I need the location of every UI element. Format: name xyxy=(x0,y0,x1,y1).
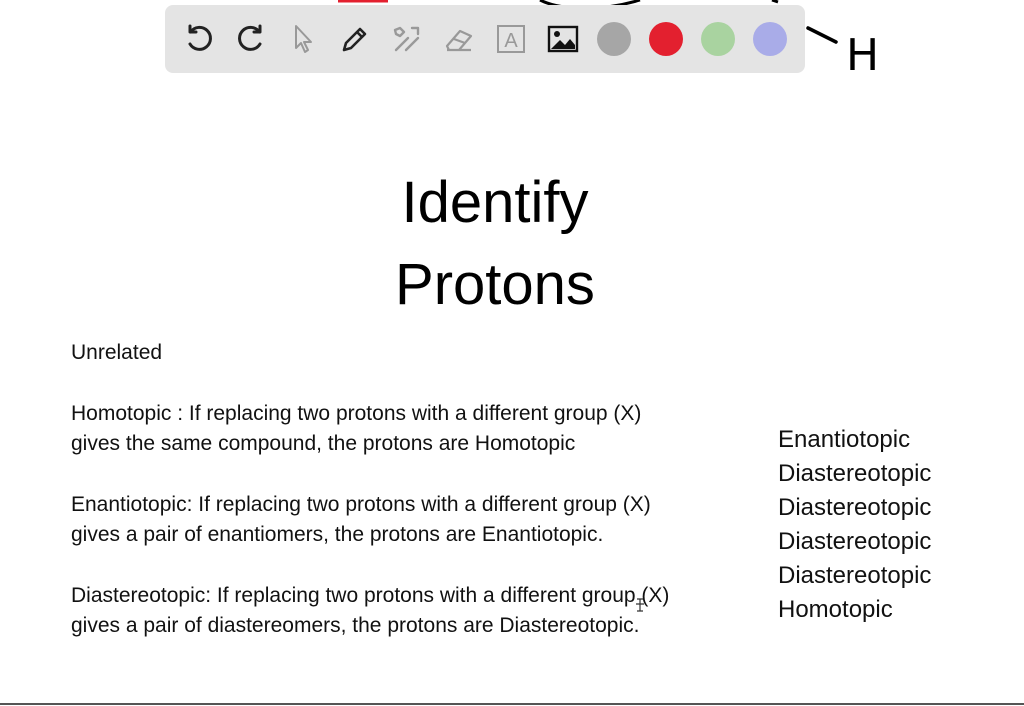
answer-item: Diastereotopic xyxy=(778,528,932,555)
color-swatch-purple[interactable] xyxy=(753,22,787,56)
undo-button[interactable] xyxy=(181,21,217,57)
answer-item: Enantiotopic xyxy=(778,426,911,453)
image-icon xyxy=(546,22,580,56)
definition-unrelated xyxy=(71,338,761,368)
definition-homotopic-line-1: Homotopic : If replacing two protons with a different group (X) xyxy=(71,402,642,425)
select-pointer-icon xyxy=(286,22,320,56)
definition-diastereotopic-line-1: Diastereotopic: If replacing two protons with a different group (X) xyxy=(71,584,670,607)
eraser-icon xyxy=(442,22,476,56)
answer-item: Diastereotopic xyxy=(778,562,932,589)
definition-enantiotopic-line-2: gives a pair of enantiomers, the protons are Enantiotopic. xyxy=(71,523,604,546)
definition-enantiotopic-line-1: Enantiotopic: If replacing two protons with a different group (X) xyxy=(71,493,651,516)
undo-icon xyxy=(182,22,216,56)
definition-homotopic-line-2: gives the same compound, the protons are Homotopic xyxy=(71,432,576,455)
handwritten-h-label: H xyxy=(846,30,880,81)
color-swatch-red[interactable] xyxy=(649,22,683,56)
text-tool-button[interactable] xyxy=(493,21,529,57)
eraser-tool-button[interactable] xyxy=(441,21,477,57)
answers-list xyxy=(778,423,931,627)
text-icon xyxy=(494,22,528,56)
pen-icon xyxy=(338,22,372,56)
page-title-line-1: Identify xyxy=(401,170,589,235)
definition-diastereotopic xyxy=(71,581,761,641)
answer-item: Diastereotopic xyxy=(778,460,932,487)
image-tool-button[interactable] xyxy=(545,21,581,57)
pen-tool-button[interactable] xyxy=(337,21,373,57)
answer-item: Diastereotopic xyxy=(778,494,932,521)
definitions-block xyxy=(71,338,761,672)
svg-text:A: A xyxy=(504,30,518,52)
definition-homotopic xyxy=(71,399,761,459)
definition-unrelated-text: Unrelated xyxy=(71,341,163,364)
text-cursor-icon xyxy=(634,598,646,612)
drawing-toolbar xyxy=(165,5,805,73)
select-tool-button[interactable] xyxy=(285,21,321,57)
color-swatch-green[interactable] xyxy=(701,22,735,56)
redo-button[interactable] xyxy=(233,21,269,57)
definition-enantiotopic xyxy=(71,490,761,550)
page-title-line-2: Protons xyxy=(395,252,595,317)
redo-icon xyxy=(234,22,268,56)
answer-item: Homotopic xyxy=(778,596,893,623)
bottom-divider xyxy=(0,703,1024,705)
definition-diastereotopic-line-2: gives a pair of diastereomers, the protons are Diastereotopic. xyxy=(71,614,640,637)
color-swatch-gray[interactable] xyxy=(597,22,631,56)
tools-button[interactable] xyxy=(389,21,425,57)
tools-icon xyxy=(390,22,424,56)
